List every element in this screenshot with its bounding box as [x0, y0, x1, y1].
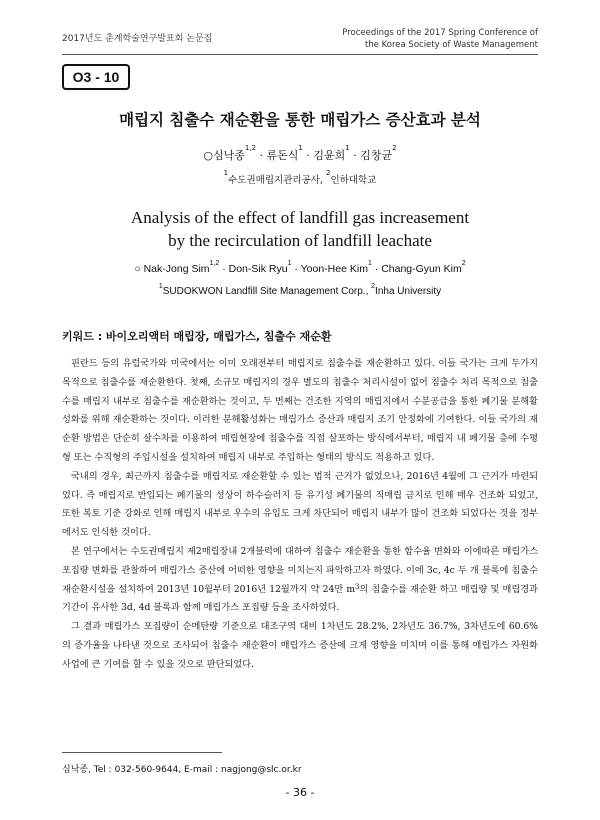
paragraph-text: 의 침출수를 재순환 하고 매립량 및 매립경과기간이 유사한 3d, 4d 블록과 함께 매립가스 포집량 등을 조사하였다.: [62, 583, 538, 614]
running-header-left: 2017년도 춘계학술연구발표회 논문집: [62, 34, 213, 44]
running-header-right-line1: Proceedings of the 2017 Spring Conference of: [342, 28, 538, 38]
affiliation: 수도권매립지관리공사,: [228, 175, 323, 186]
affil-sup: 1: [223, 169, 229, 177]
presenter-marker: ○: [134, 263, 141, 275]
author-affil-sup: 2: [392, 144, 397, 152]
author-affil-sup: 1: [287, 260, 292, 267]
author-affil-sup: 1: [367, 260, 372, 267]
presenter-marker: ○: [203, 149, 213, 162]
english-authors: ○ Nak-Jong Sim$^{1,2}$ · Don-Sik Ryu$^1$ · Yoon-Hee Kim$^1$ · Chang-Gyun Kim$^2$: [134, 260, 466, 275]
keywords: 키워드 : 바이오리액터 매립장, 매립가스, 침출수 재순환: [62, 330, 332, 343]
author-affil-sup: 1,2: [209, 260, 220, 267]
footnote-rule: [62, 752, 222, 753]
author-name: Chang-Gyun Kim: [381, 263, 462, 275]
author-name: 심낙종: [213, 149, 245, 162]
paragraph: 핀란드 등의 유럽국가와 미국에서는 이미 오래전부터 매립지로 침출수를 재순환하고 있다. 이들 국가는 크게 두가지 목적으로 침출수를 재순환한다. 첫째, 소규모 매립지의 경우 별도의 침출수 처리시설이 없어 침출수 처리 목적으로 침출수를 매립지 내부로 침출수를 재순환하는 것이고, 두 번째는 건조한 지역의 매립지에서 수분공급을 통한 폐기물 분해활성화를 위해 재순환하는 것이다. 이러한 분해활성화는 매립가스 증산과 매립지 조기 안정화에 기여한다. 이들 국가의 재순환 방법은 단순히 살수차를 이용하여 매립현장에 침출수를 직접 살포하는 방식에서부터, 매립지 내 폐기물 층에 수평형 또는 수직형의 주입시설을 설치하여 매립지 내부로 주입하는 형태의 방식도 적용하고 있다.: [62, 358, 538, 463]
author-affil-sup: 1: [345, 144, 350, 152]
english-title-line1: Analysis of the effect of landfill gas increasement: [130, 208, 470, 227]
body-text: [62, 355, 538, 675]
korean-title: 매립지 침출수 재순환을 통한 매립가스 증산효과 분석: [119, 111, 481, 129]
footnote: 심낙종, Tel : 032-560-9644, E-mail : nagjong@slc.or.kr: [62, 765, 302, 775]
affil-sup: 1: [158, 283, 163, 290]
paragraph-text: 본 연구에서는 수도권매립지 제2매립장내 2개블럭에 대하여 침출수 재순환을 통한 함수율 변화와 이에따른 매립가스 포집량 변화를 관찰하여 매립가스 증산에 어떠한 영향을 미치는지 파악하고자 하였다. 이에 3c, 4c 두 개 블록에 침출수 재순환시설을 설치하여 2013년 10월부터 2016년 12월까지 약 24만 m: [62, 545, 538, 595]
affil-sup: 2: [325, 169, 331, 177]
author-name: 김윤희: [313, 149, 346, 162]
english-affiliations: [0, 283, 600, 297]
author-name: Nak-Jong Sim: [143, 263, 210, 275]
english-title: [0, 206, 600, 252]
running-header-right: [342, 27, 538, 51]
author-name: Don-Sik Ryu: [228, 263, 288, 275]
header-rule: [62, 54, 538, 55]
author-affil-sup: 2: [461, 260, 466, 267]
english-title-line2: by the recirculation of landfill leachate: [168, 231, 432, 250]
affiliation: 인하대학교: [330, 175, 377, 186]
author-name: 류돈식: [266, 149, 299, 162]
author-name: Yoon-Hee Kim: [300, 263, 368, 275]
paragraph: 그 결과 매립가스 포집량이 순메탄량 기준으로 대조구역 대비 1차년도 28.2%, 2차년도 36.7%, 3차년도에 60.6%의 증가율을 나타낸 것으로 조사되어 침출수 재순환이 매립가스 증산에 크게 영향을 미치며 이를 통해 매립가스 자원화사업에 큰 기여를 할 수 있을 것으로 판단되었다.: [62, 621, 538, 670]
running-header-right-line2: the Korea Society of Waste Management: [364, 40, 538, 50]
paragraph: [62, 543, 538, 618]
affil-sup: 2: [371, 283, 376, 290]
unit-superscript: 3: [355, 582, 360, 591]
author-affil-sup: 1,2: [244, 144, 257, 152]
korean-authors: ○심낙종$^{1,2}$ · 류돈식$^1$ · 김윤희$^1$ · 김창균$^2$: [203, 144, 397, 162]
page-number: - 36 -: [285, 786, 315, 799]
affiliation: Inha University: [375, 286, 442, 297]
paper-code-box: O3 - 10: [62, 64, 130, 90]
author-name: 김창균: [360, 149, 393, 162]
paragraph: 국내의 경우, 최근까지 침출수를 매립지로 재순환할 수 있는 법적 근거가 없었으나, 2016년 4월에 그 근거가 마련되었다. 즉 매립지로 반입되는 폐기물의 성상이 하수슬러지 등 유기성 폐기물의 직매립 금지로 인해 매우 건조화 되었고, 또한 복토 기준 강화로 인해 매립지 내부로 우수의 유입도 크게 차단되어 매립지 내부가 많이 건조화 되었다는 것을 정부에서도 인식한 것이다.: [62, 470, 538, 539]
korean-affiliations: [0, 169, 600, 186]
author-affil-sup: 1: [298, 144, 303, 152]
affiliation: SUDOKWON Landfill Site Management Corp.,: [162, 286, 369, 297]
